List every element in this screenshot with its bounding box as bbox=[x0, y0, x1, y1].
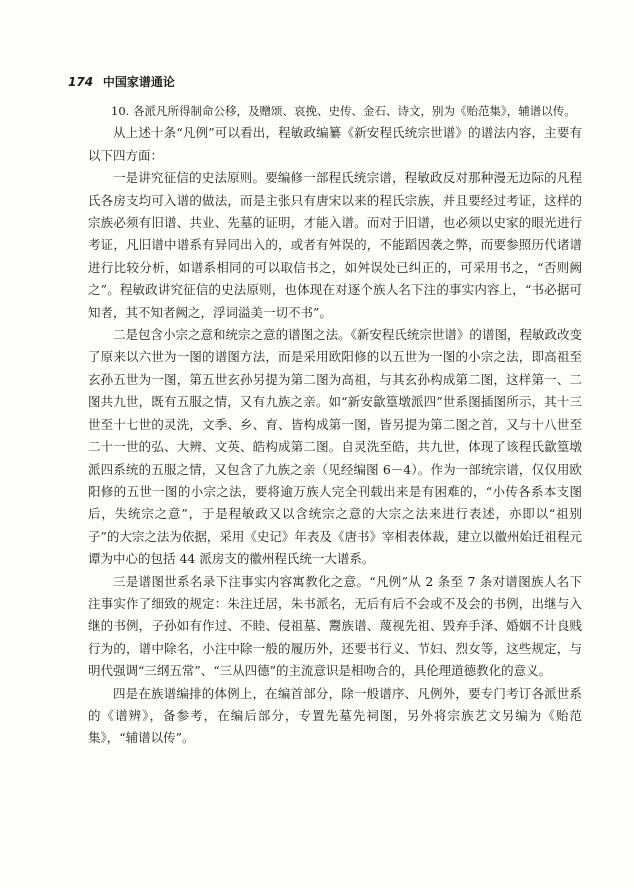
point-three-paragraph: 三是谱图世系名录下注事实内容寓教化之意。“凡例”从 2 条至 7 条对谱图族人名下注事实作了细致的规定：朱注迁居，朱书派名，无后有后不会或不及会的书例，出继与入继的书例，子孙如有作过、不睦、侵祖墓、鬻族谱、蔑视先祖、毁弃手泽、婚姻不计良贱行为的，谱中除名，小注中除一般的履历外，还要书行义、节妇、烈女等，这些规定，与明代强调“三纲五常”、“三从四德”的主流意识是相吻合的，具伦理道德教化的意义。 bbox=[88, 573, 582, 679]
page-body bbox=[88, 100, 582, 750]
rule-item-10: 10. 各派凡所得制命公移，及赠颂、哀挽、史传、金石、诗文，别为《贻范集》，辅谱以传。 bbox=[111, 104, 576, 118]
page-number: 174 bbox=[68, 75, 94, 89]
running-title: 中国家谱通论 bbox=[102, 75, 175, 89]
page-header bbox=[68, 74, 175, 90]
point-four-paragraph: 四是在族谱编排的体例上，在编首部分，除一般谱序、凡例外，要专门考订各派世系的《谱辨》，备参考，在编后部分，专置先墓先祠图，另外将宗族艺文另编为《贻范集》，“辅谱以传”。 bbox=[88, 685, 582, 746]
summary-paragraph: 从上述十条“凡例”可以看出，程敏政编纂《新安程氏统宗世谱》的谱法内容，主要有以下四方面： bbox=[88, 125, 582, 163]
point-two-paragraph: 二是包含小宗之意和统宗之意的谱图之法。《新安程氏统宗世谱》的谱图，程敏政改变了原来以六世为一图的谱图方法，而是采用欧阳修的以五世为一图的小宗之法，即高祖至玄孙五世为一图，第五世玄孙另提为第二图为高祖，与其玄孙构成第二图，这样第一、二图共九世，既有五服之情，又有九族之亲。如“新安歙篁墩派四”世系图插图所示，其十三世至十七世的灵洗，文季、乡、育、皆构成第一图，皆另提为第二图之首，又与十八世至二十一世的弘、大辨、文英、皓构成第二图。自灵洗至皓，共九世，体现了该程氏歙篁墩派四系统的五服之情，又包含了九族之亲（见经编图 6－4）。作为一部统宗谱，仅仅用欧阳修的五世一图的小宗之法，要将逾万族人完全刊载出来是有困难的，“小传各系本支图后，失统宗之意”，于是程敏政又以含统宗之意的大宗之法来进行表述，亦即以“祖别子”的大宗之法为依据，采用《史记》年表及《唐书》宰相表体裁，建立以徽州始迁祖程元谭为中心的包括 44 派房支的徽州程氏统一大谱系。 bbox=[88, 327, 582, 567]
point-one-paragraph: 一是讲究征信的史法原则。要编修一部程氏统宗谱，程敏政反对那种漫无边际的凡程氏各房支均可入谱的做法，而是主张只有唐宋以来的程氏宗族，并且要经过考证，这样的宗族必须有旧谱、共业、先墓的证明，才能入谱。而对于旧谱，也必须以史家的眼光进行考证，凡旧谱中谱系有异同出入的，或者有舛误的，不能蹈因袭之弊，而要参照历代诸谱进行比较分析，如谱系相同的可以取信书之，如舛误处已纠正的，可采用书之，“否则阙之”。程敏政讲究征信的史法原则，也体现在对逐个族人名下注的事实内容上，“书必据可知者，其不知者阙之，浮词溢美一切不书”。 bbox=[88, 170, 582, 320]
